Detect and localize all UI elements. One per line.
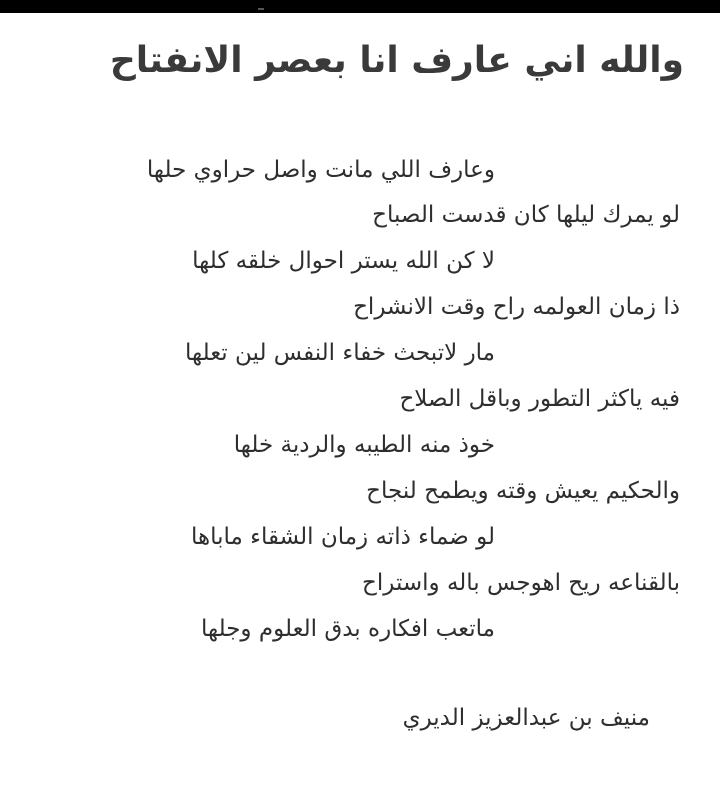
poem-verse: بالقناعه ريح اهوجس باله واستراح xyxy=(362,570,680,596)
poem-verse: لا كن الله يستر احوال خلقه كلها xyxy=(192,248,495,274)
poem-verse: ماتعب افكاره بدق العلوم وجلها xyxy=(200,616,495,642)
status-bar-indicator xyxy=(258,8,264,10)
poem-verse: خوذ منه الطيبه والردية خلها xyxy=(233,432,495,458)
poem-title: والله اني عارف انا بعصر الانفتاح xyxy=(109,40,684,81)
poem-verse: مار لاتبحث خفاء النفس لين تعلها xyxy=(184,340,495,366)
poem-verse: ذا زمان العولمه راح وقت الانشراح xyxy=(353,294,680,320)
author-signature: منيف بن عبدالعزيز الديري xyxy=(402,705,650,731)
poem-verse: فيه ياكثر التطور وباقل الصلاح xyxy=(399,386,680,412)
poem-verse: والحكيم يعيش وقته ويطمح لنجاح xyxy=(366,478,680,504)
status-bar xyxy=(0,0,720,13)
poem-verse: لو يمرك ليلها كان قدست الصباح xyxy=(372,202,680,228)
poem-verse: لو ضماء ذاته زمان الشقاء ماباها xyxy=(190,524,495,550)
poem-verse: وعارف اللي مانت واصل حراوي حلها xyxy=(146,157,495,183)
